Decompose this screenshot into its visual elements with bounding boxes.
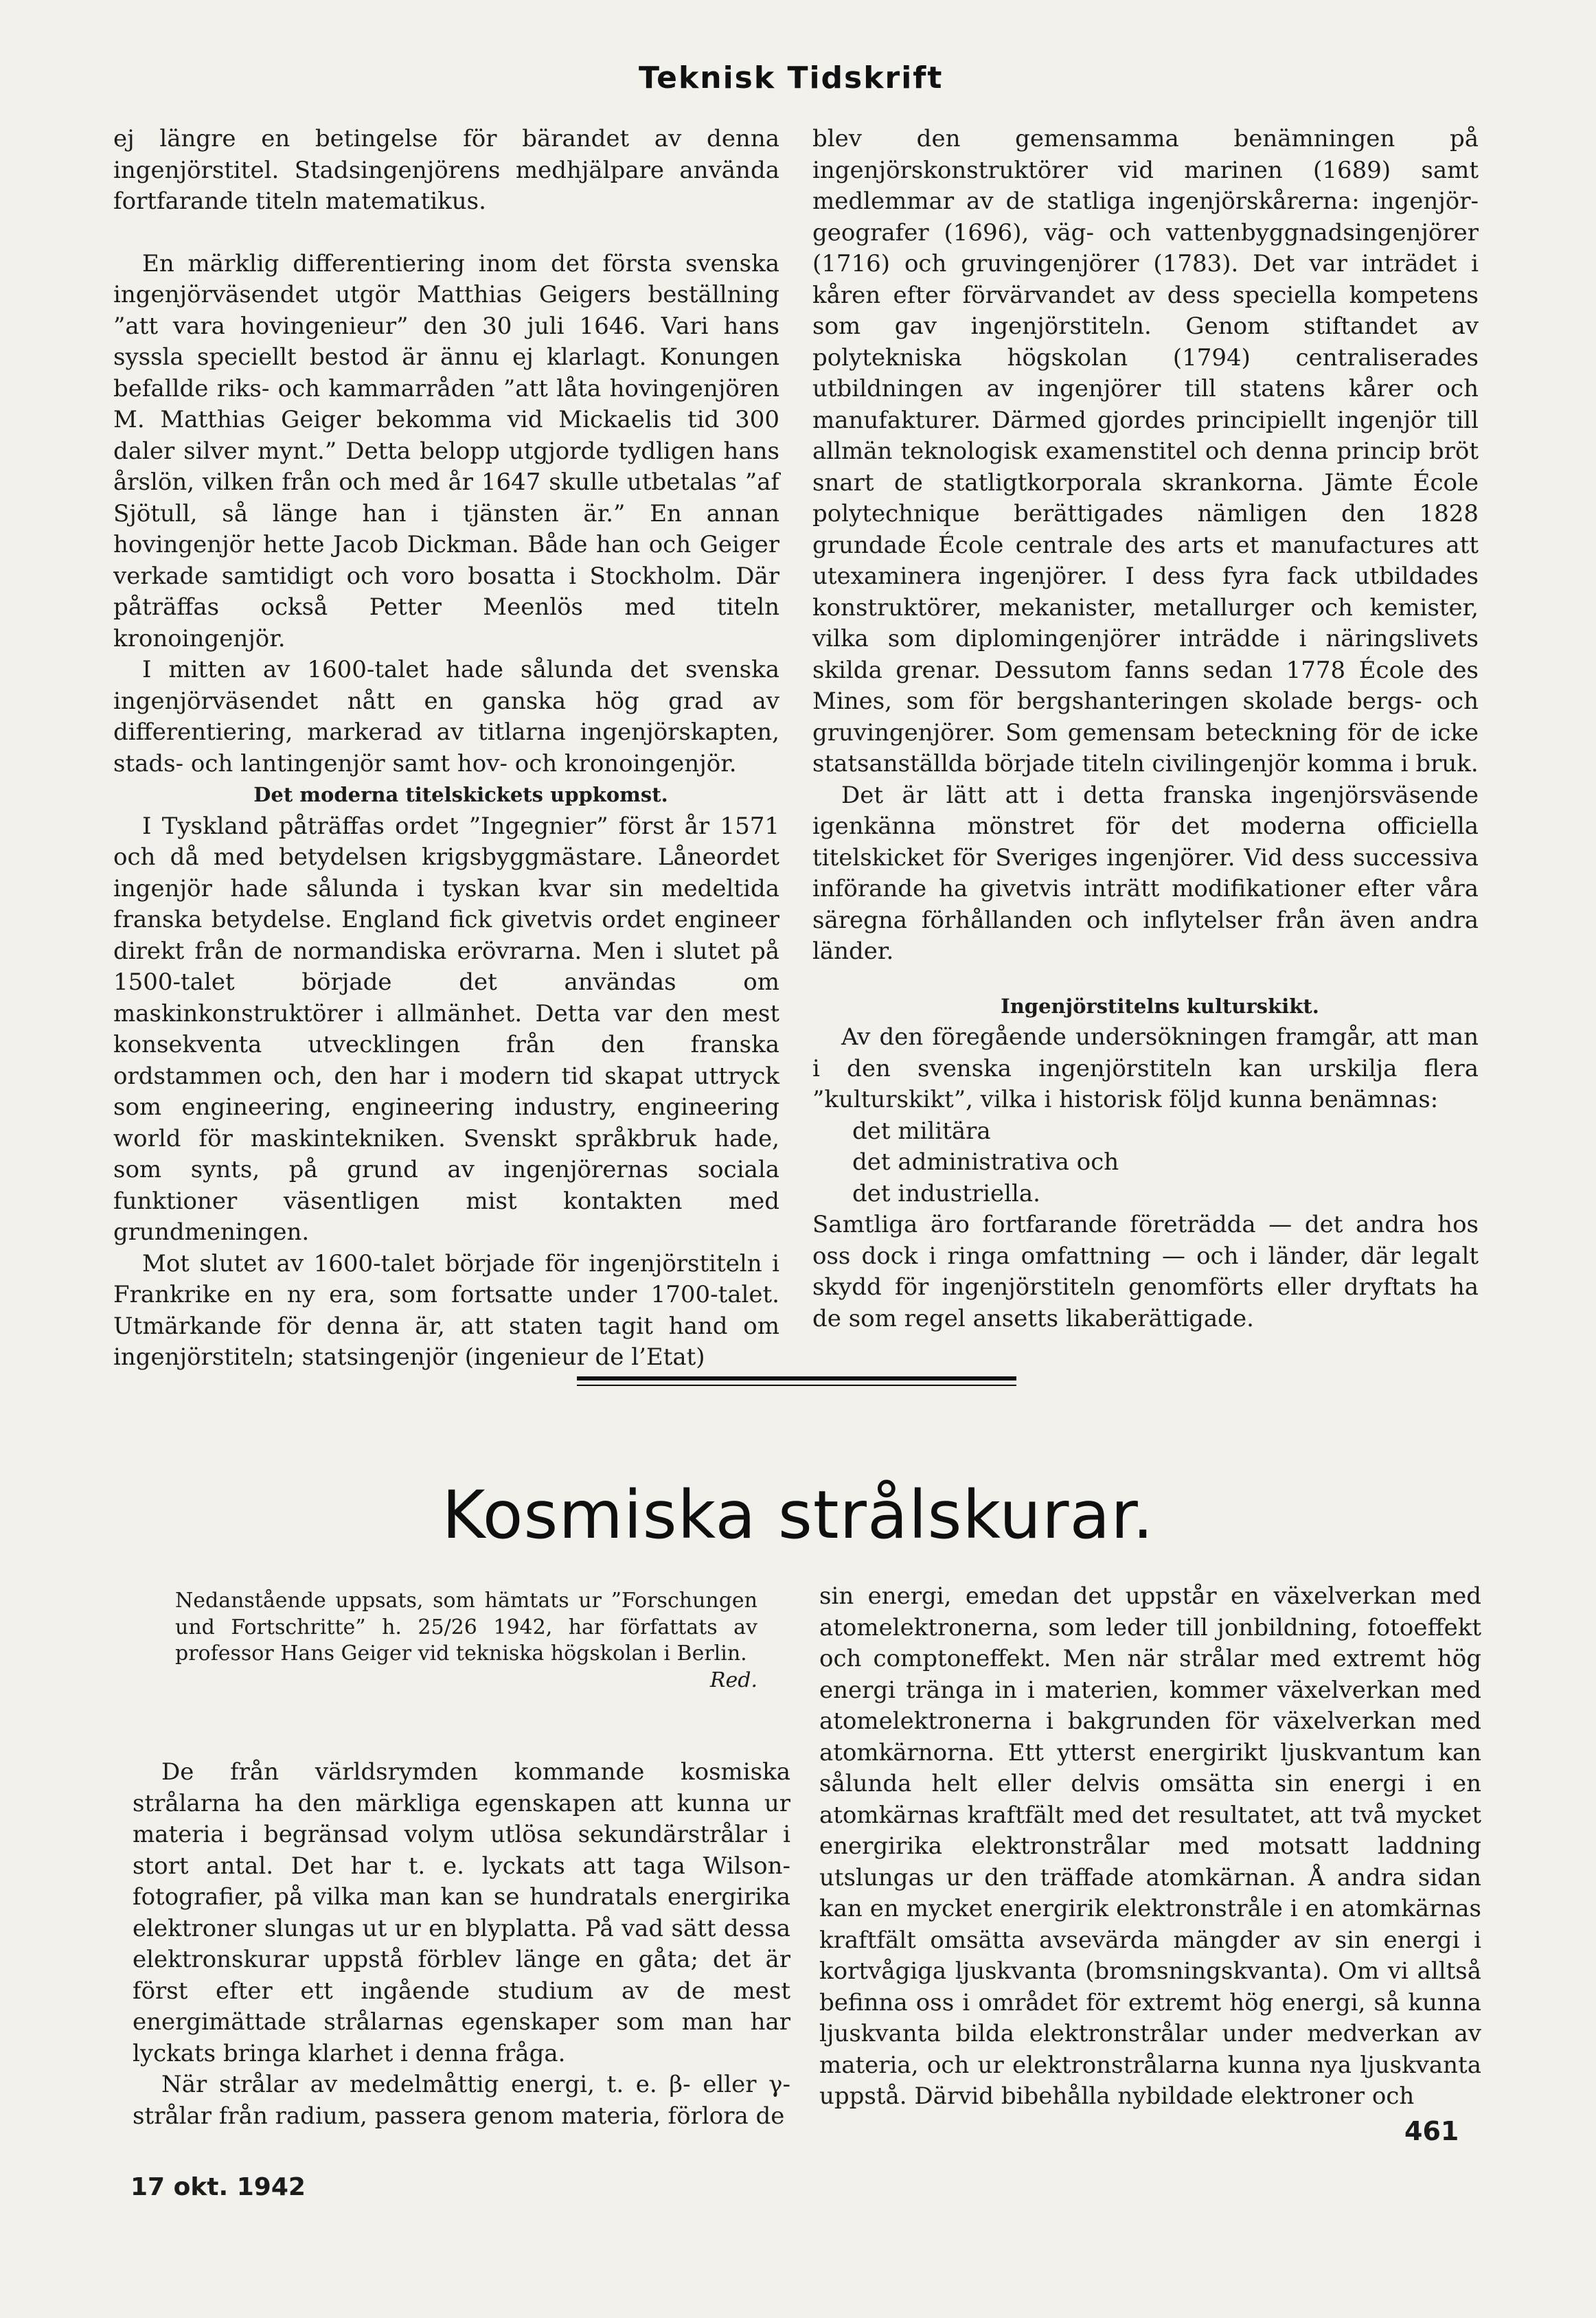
section-divider — [577, 1385, 1016, 1386]
list-item: det administrativa och — [852, 1148, 1119, 1176]
paragraph: Av den föregående undersökningen framgår, att man i den svenska ingenjörstiteln kan urskilja flera ”kulturskikt”, vilka i historisk följd kunna benämnas: — [812, 1023, 1479, 1113]
paragraph: ej längre en betingelse för bärandet av denna ingenjörstitel. Stadsingenjörens medhjälpare använda fortfarande titeln matematikus. — [113, 125, 779, 215]
section-divider — [577, 1376, 1016, 1380]
paragraph: blev den gemensamma benämningen på ingenjörskonstruktörer vid marinen (1689) samt medlemmar av de statliga ingenjörskårerna: ingenjör-geografer (1696), väg- och vattenbyggnadsingenjörer (1716) och gruvingenjörer (1783). Det var inträdet i kåren efter förvärvandet av dess speciella kompetens som gav ingenjörstiteln. Genom stiftandet av polytekniska högskolan (1794) centraliserades utbildningen av ingenjörer till statens kårer och manufakturer. Därmed gjordes principiellt ingenjör till allmän teknologisk examenstitel och denna princip bröt snart de statligtkorporala skrankorna. Jämte École polytechnique berättigades nämligen den 1828 grundade École centrale des arts et manufactures att utexaminera ingenjörer. I dess fyra fack utbildades konstruktörer, mekanister, metallurger och kemister, vilka som diplomingenjörer inträdde i näringslivets skilda grenar. Dessutom fanns sedan 1778 École des Mines, som för bergshanteringen skolade bergs- och gruvingenjörer. Som gemensam beteckning för de icke statsanställda började titeln civilingenjör komma i bruk. — [812, 125, 1479, 777]
editor-note-text: Nedanstående uppsats, som hämtats ur ”Forschungen und Fortschritte” h. 25/26 1942, har författats av professor Hans Geiger vid tekniska högskolan i Berlin. — [175, 1589, 757, 1666]
article2-column-1 — [133, 1757, 790, 2132]
paragraph: I mitten av 1600-talet hade sålunda det svenska ingenjörväsendet nått en ganska hög grad av differentiering, markerad av titlarna ingenjörskapten, stads- och lantingenjör samt hov- och kronoingenjör. — [113, 656, 779, 777]
page-number: 461 — [1404, 2116, 1459, 2146]
article2-column-2 — [819, 1581, 1481, 2113]
paragraph: De från världsrymden kommande kosmiska strålarna ha den märkliga egenskapen att kunna ur materia i begränsad volym utlösa sekundärstrålar i stort antal. Det har t. e. lyckats att taga Wilson-fotografier, på vilka man kan se hundratals energirika elektroner slungas ut ur en blyplatta. På vad sätt dessa elektronskurar uppstå förblev länge en gåta; det är först efter ett ingående studium av de mest energimättade strålarnas egenskaper som man har lyckats bringa klarhet i denna fråga. — [133, 1758, 790, 2067]
paragraph: Samtliga äro fortfarande företrädda — det andra hos oss dock i ringa omfattning — och i länder, där legalt skydd för ingenjörstiteln genomförts eller dryftats ha de som regel ansetts likaberättigade. — [812, 1211, 1479, 1332]
list-item: det industriella. — [852, 1179, 1040, 1207]
paragraph: Mot slutet av 1600-talet började för ingenjörstiteln i Frankrike en ny era, som fortsatte under 1700-talet. Utmärkande för denna är, att staten tagit hand om ingenjörstiteln; statsingenjör (ingenieur de l’Etat) — [113, 1249, 779, 1371]
section-heading: Det moderna titelskickets uppkomst. — [253, 783, 668, 806]
article1-column-2 — [812, 124, 1479, 1334]
paragraph: sin energi, emedan det uppstår en växelverkan med atomelektronerna, som leder till jonbildning, fotoeffekt och comptoneffekt. Men när strålar med extremt hög energi tränga in i materien, kommer växelverkan med atomelektronerna i bakgrunden för växelverkan med atomkärnorna. Ett ytterst energirikt ljuskvantum kan sålunda helt eller delvis omsätta sin energi i en atomkärnas kraftfält med det resultatet, att två mycket energirika elektronstrålar med motsatt laddning utslungas ur den träffade atomkärnan. Å andra sidan kan en mycket energirik elektronstråle i en atomkärnas kraftfält omsätta avsevärda mängder av sin energi i kortvågiga ljuskvanta (bromsningskvanta). Om vi alltså befinna oss i området för extremt hög energi, så kunna ljuskvanta bilda elektronstrålar under medverkan av materia, och ur elektronstrålarna kunna nya ljuskvanta uppstå. Därvid bibehålla nybildade elektroner och — [819, 1582, 1481, 2110]
editor-signature: Red. — [709, 1668, 757, 1692]
journal-header: Teknisk Tidskrift — [639, 60, 944, 95]
issue-date: 17 okt. 1942 — [130, 2173, 306, 2201]
article-title: Kosmiska strålskurar. — [442, 1477, 1154, 1554]
editor-note — [175, 1588, 757, 1694]
paragraph: En märklig differentiering inom det första svenska ingenjörväsendet utgör Matthias Geigers beställning ”att vara hovingenieur” den 30 juli 1646. Vari hans syssla speciellt bestod är ännu ej klarlagt. Konungen befallde riks- och kammarråden ”att låta hovingenjören M. Matthias Geiger bekomma vid Mickaelis tid 300 daler silver mynt.” Detta belopp utgjorde tydligen hans årslön, vilken från och med år 1647 skulle utbetalas ”af Sjötull, så länge han i tjänsten är.” En annan hovingenjör hette Jacob Dickman. Både han och Geiger verkade samtidigt och voro bosatta i Stockholm. Där påträffas också Petter Meenlös med titeln kronoingenjör. — [113, 249, 779, 652]
article1-column-1 — [113, 124, 779, 1374]
paragraph: När strålar av medelmåttig energi, t. e. β- eller γ-strålar från radium, passera genom materia, förlora de — [133, 2071, 790, 2130]
section-heading: Ingenjörstitelns kulturskikt. — [1001, 994, 1319, 1018]
paragraph: Det är lätt att i detta franska ingenjörsväsende igenkänna mönstret för det moderna officiella titelskicket för Sveriges ingenjörer. Vid dess successiva införande ha givetvis inträtt modifikationer efter våra säregna förhållanden och inflytelser från även andra länder. — [812, 781, 1479, 965]
list-item: det militära — [852, 1117, 991, 1145]
paragraph: I Tyskland påträffas ordet ”Ingegnier” först år 1571 och då med betydelsen krigsbyggmästare. Låneordet ingenjör hade sålunda i tyskan kvar sin medeltida franska betydelse. England fick givetvis ordet engineer direkt från de normandiska erövrarna. Men i slutet på 1500-talet började det användas om maskinkonstruktörer i allmänhet. Detta var den mest konsekventa utvecklingen från den franska ordstammen och, den har i modern tid skapat uttryck som engineering, engineering industry, engineering world för maskintekniken. Svenskt språkbruk hade, som synts, på grund av ingenjörernas sociala funktioner väsentligen mist kontakten med grundmeningen. — [113, 812, 779, 1246]
